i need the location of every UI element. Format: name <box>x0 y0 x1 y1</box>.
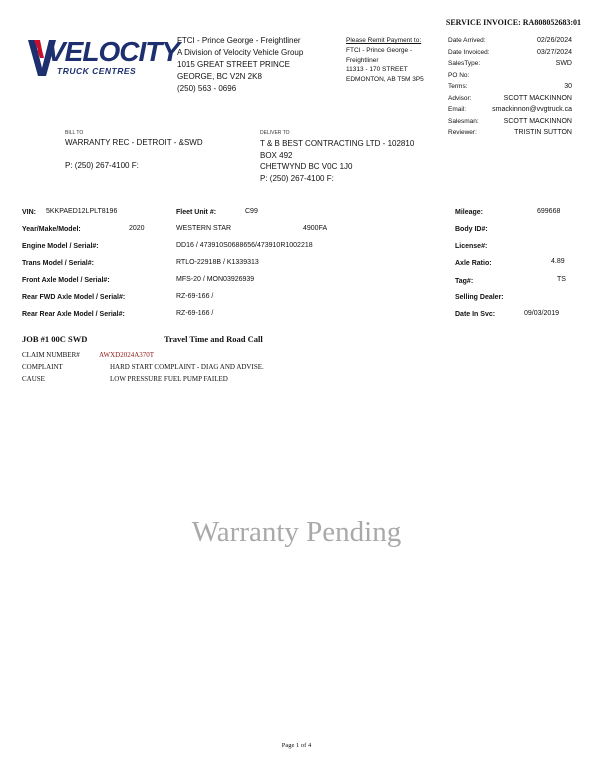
model-value: 4900FA <box>303 225 328 232</box>
mileage-label: Mileage: <box>455 209 484 216</box>
body-id-label: Body ID#: <box>455 226 488 233</box>
deliver-to-line3: CHETWYND BC V0C 1J0 <box>260 162 353 171</box>
job-title: JOB #1 00C SWD <box>22 334 88 344</box>
engine-value: DD16 / 473910S0688656/473910R1002218 <box>176 242 313 249</box>
deliver-to-label: DELIVER TO <box>260 130 290 136</box>
date-arrived: 02/26/2024 <box>536 37 572 44</box>
sales-type-label: SalesType: <box>448 60 481 67</box>
sales-type: SWD <box>555 60 572 67</box>
remit-block <box>346 36 424 85</box>
salesman-label: Salesman: <box>448 117 479 125</box>
branch-phone: (250) 563 - 0696 <box>177 84 237 93</box>
logo-sub: TRUCK CENTRES <box>57 66 137 76</box>
front-axle-label: Front Axle Model / Serial#: <box>22 277 110 284</box>
advisor: SCOTT MACKINNON <box>503 94 572 102</box>
invoice-details <box>448 35 572 139</box>
vin-label: VIN: <box>22 209 36 216</box>
rear-fwd-label: Rear FWD Axle Model / Serial#: <box>22 294 126 301</box>
branch-address <box>177 35 303 95</box>
remit-label: Please Remit Payment to: <box>346 37 422 44</box>
vin-value: 5KKPAED12LPLT8196 <box>46 208 118 215</box>
rear-rear-value: RZ-69-166 / <box>176 310 214 317</box>
branch-street: 1015 GREAT STREET PRINCE <box>177 60 290 69</box>
email-label: Email: <box>448 106 467 113</box>
logo-brand: VELOCITY <box>47 36 180 67</box>
bill-to-label: BILL TO <box>65 130 84 136</box>
branch-city: GEORGE, BC V2N 2K8 <box>177 72 262 81</box>
rear-rear-label: Rear Rear Axle Model / Serial#: <box>22 311 125 318</box>
axle-ratio-value: 4.89 <box>551 258 565 265</box>
salesman: SCOTT MACKINNON <box>503 117 572 125</box>
invoice-title <box>446 18 581 27</box>
license-label: License#: <box>455 243 488 250</box>
branch-division: A Division of Velocity Vehicle Group <box>177 48 304 57</box>
deliver-to-address <box>260 138 414 184</box>
in-svc-value: 09/03/2019 <box>524 310 560 317</box>
warranty-watermark: Warranty Pending <box>191 516 402 548</box>
bill-to-name: WARRANTY REC - DETROIT - &SWD <box>65 138 203 147</box>
claim-number: AWXD2024A370T <box>99 351 155 359</box>
in-svc-label: Date In Svc: <box>455 311 496 318</box>
invoice-number: RA808052683:01 <box>522 18 581 27</box>
claim-label: CLAIM NUMBER# <box>22 351 80 359</box>
reviewer-label: Reviewer: <box>448 129 477 136</box>
page-number: Page 1 of 4 <box>281 742 312 749</box>
advisor-label: Advisor: <box>448 94 472 102</box>
fleet-label: Fleet Unit #: <box>176 209 217 216</box>
date-invoiced: 03/27/2024 <box>536 48 572 56</box>
po-label: PO No: <box>448 71 470 79</box>
complaint-text: HARD START COMPLAINT - DIAG AND ADVISE. <box>110 363 264 371</box>
year-value: 2020 <box>129 225 145 232</box>
invoice-label: SERVICE INVOICE: <box>445 18 521 27</box>
ymm-label: Year/Make/Model: <box>22 226 81 233</box>
trans-value: RTLO-22918B / K1339313 <box>176 259 259 266</box>
tag-label: Tag#: <box>455 278 474 285</box>
remit-line2: Freightliner <box>346 56 379 64</box>
selling-dealer-label: Selling Dealer: <box>455 294 504 301</box>
cause-label: CAUSE <box>22 375 45 383</box>
date-invoiced-label: Date Invoiced: <box>448 48 490 56</box>
deliver-to-line2: BOX 492 <box>260 150 293 160</box>
remit-line1: FTCI - Prince George - <box>346 46 413 54</box>
reviewer: TRISTIN SUTTON <box>514 129 572 136</box>
deliver-to-line1: T & B BEST CONTRACTING LTD - 102810 <box>260 139 415 148</box>
front-axle-value: MFS-20 / MON03926939 <box>176 276 255 283</box>
terms-label: Terms: <box>448 83 468 90</box>
remit-line3: 11313 - 170 STREET <box>346 66 408 74</box>
bill-to-phone: P: (250) 267-4100 F: <box>65 161 139 170</box>
terms: 30 <box>564 83 572 90</box>
job-description: Travel Time and Road Call <box>164 334 263 344</box>
axle-ratio-label: Axle Ratio: <box>455 260 492 267</box>
engine-label: Engine Model / Serial#: <box>22 243 99 250</box>
trans-label: Trans Model / Serial#: <box>22 260 94 267</box>
make-value: WESTERN STAR <box>176 225 232 232</box>
fleet-value: C99 <box>245 208 258 215</box>
advisor-email: smackinnon@vvgtruck.ca <box>492 106 572 113</box>
deliver-to-phone: P: (250) 267-4100 F: <box>260 173 334 183</box>
cause-text: LOW PRESSURE FUEL PUMP FAILED <box>110 375 228 383</box>
rear-fwd-value: RZ-69-166 / <box>176 293 214 300</box>
mileage-value: 699668 <box>537 208 561 215</box>
branch-name: FTCI - Prince George - Freightliner <box>177 36 301 45</box>
date-arrived-label: Date Arrived: <box>448 37 486 44</box>
tag-value: TS <box>557 276 566 283</box>
complaint-label: COMPLAINT <box>22 363 63 371</box>
remit-line4: EDMONTON, AB T5M 3P5 <box>346 76 424 84</box>
